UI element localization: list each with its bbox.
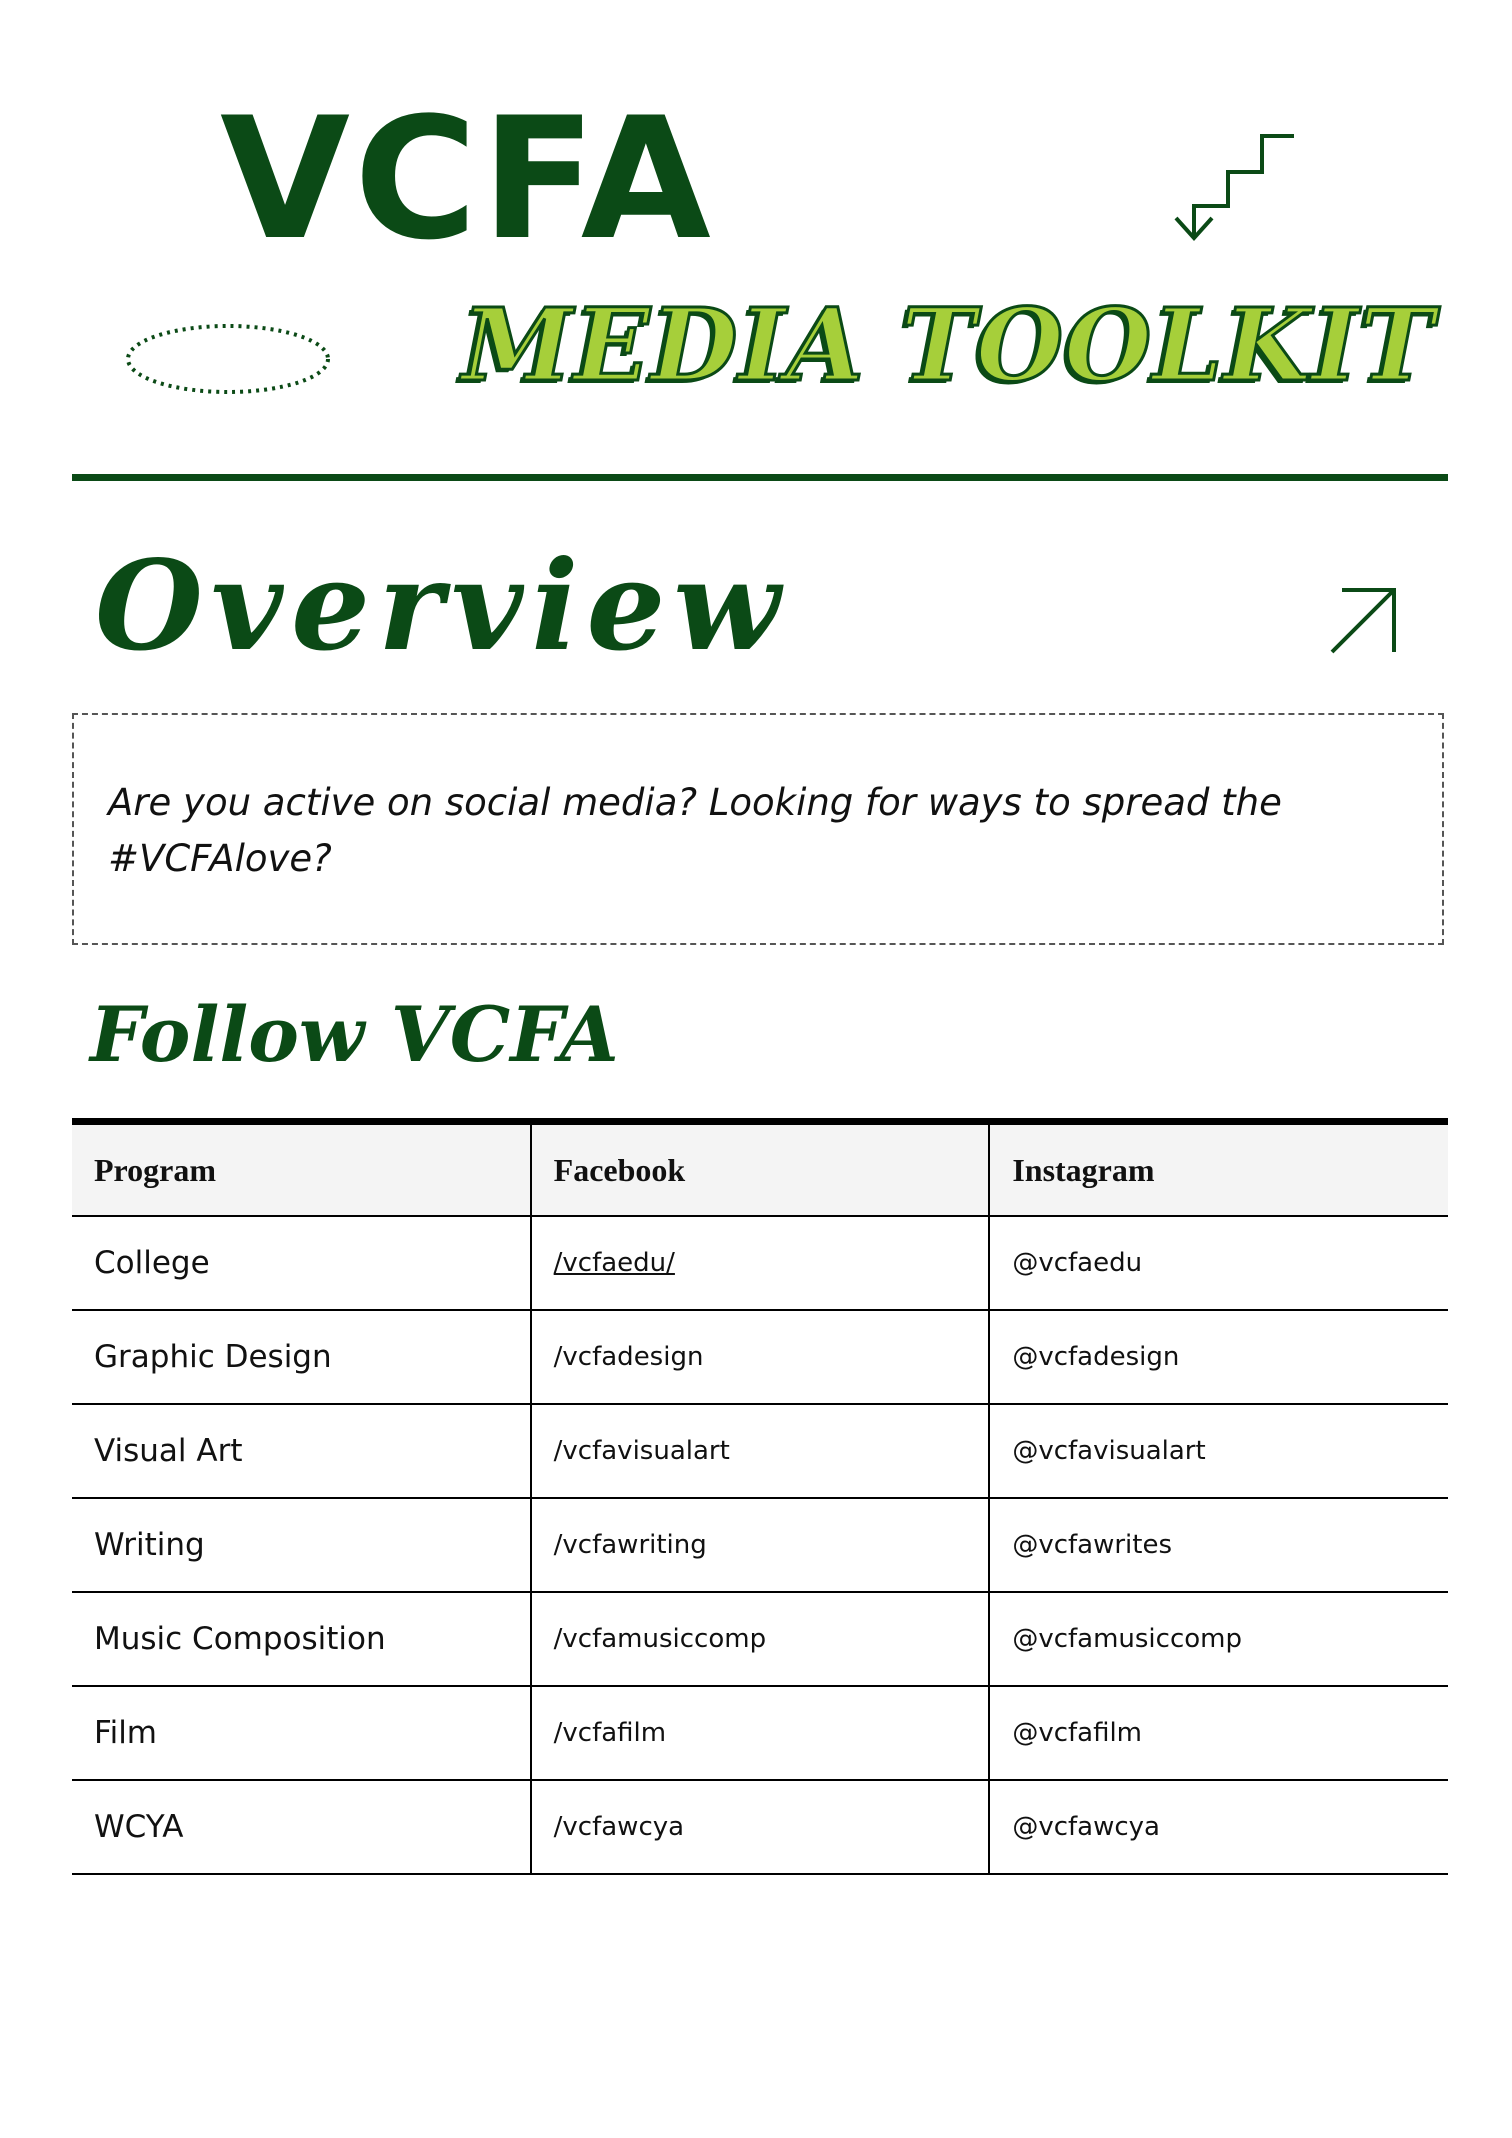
program-cell: Film [72, 1686, 531, 1780]
facebook-cell: /vcfawriting [531, 1498, 990, 1592]
instagram-cell: @vcfawcya [989, 1780, 1448, 1874]
facebook-link[interactable]: /vcfaedu/ [553, 1248, 675, 1278]
instagram-cell: @vcfafilm [989, 1686, 1448, 1780]
facebook-cell: /vcfafilm [531, 1686, 990, 1780]
instagram-cell: @vcfawrites [989, 1498, 1448, 1592]
column-header-facebook: Facebook [531, 1122, 990, 1217]
facebook-cell: /vcfamusiccomp [531, 1592, 990, 1686]
program-cell: Graphic Design [72, 1310, 531, 1404]
program-cell: Visual Art [72, 1404, 531, 1498]
program-cell: College [72, 1216, 531, 1310]
overview-text: Are you active on social media? Looking for ways to spread the #VCFAlove? [108, 781, 1282, 880]
facebook-cell: /vcfadesign [531, 1310, 990, 1404]
overview-box [72, 713, 1444, 945]
program-cell: Writing [72, 1498, 531, 1592]
column-header-instagram: Instagram [989, 1122, 1448, 1217]
facebook-cell: /vcfawcya [531, 1780, 990, 1874]
arrow-up-right-icon [1328, 586, 1398, 661]
table-row [72, 1686, 1448, 1780]
stairs-down-arrow-icon [1170, 132, 1298, 249]
facebook-cell [531, 1216, 990, 1310]
dotted-oval-icon [125, 322, 331, 401]
table-row [72, 1780, 1448, 1874]
table-row [72, 1498, 1448, 1592]
instagram-cell: @vcfamusiccomp [989, 1592, 1448, 1686]
overview-title: Overview [95, 534, 789, 679]
social-media-table [72, 1118, 1448, 1875]
column-header-program: Program [72, 1122, 531, 1217]
program-cell: Music Composition [72, 1592, 531, 1686]
follow-title: Follow VCFA [90, 990, 619, 1079]
instagram-cell: @vcfadesign [989, 1310, 1448, 1404]
brand-title: VCFA [220, 81, 715, 277]
table-row [72, 1404, 1448, 1498]
table-row [72, 1592, 1448, 1686]
instagram-cell: @vcfaedu [989, 1216, 1448, 1310]
toolkit-title: MEDIA TOOLKIT [462, 286, 1435, 404]
table-row [72, 1310, 1448, 1404]
program-cell: WCYA [72, 1780, 531, 1874]
table-row [72, 1216, 1448, 1310]
facebook-cell: /vcfavisualart [531, 1404, 990, 1498]
table-header-row [72, 1122, 1448, 1217]
instagram-cell: @vcfavisualart [989, 1404, 1448, 1498]
header-divider [72, 474, 1448, 481]
